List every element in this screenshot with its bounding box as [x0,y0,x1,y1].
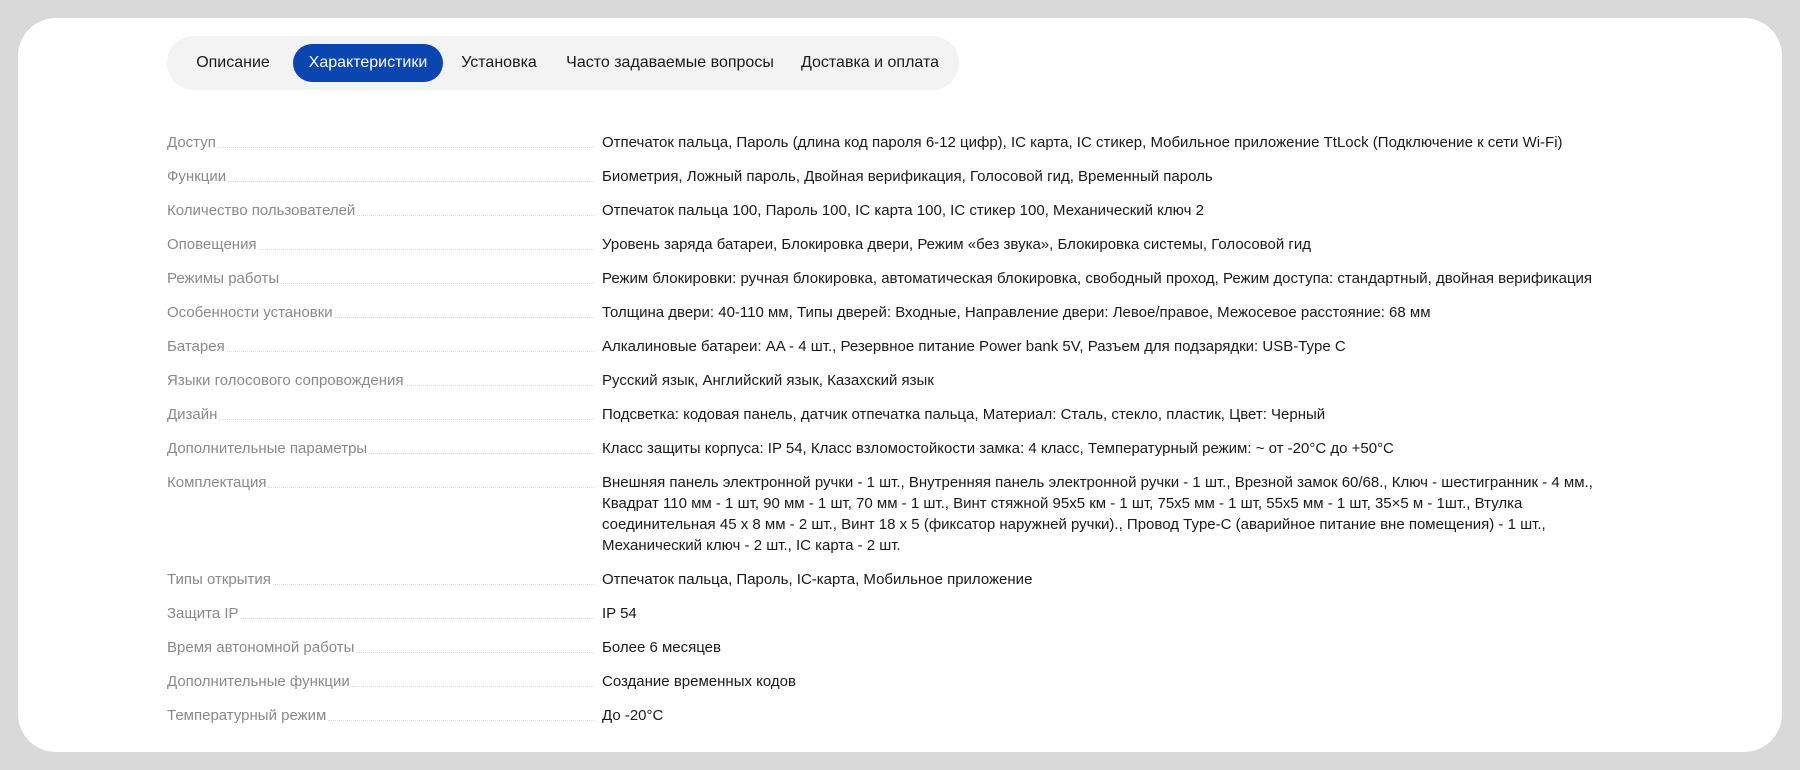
dotted-leader [328,705,594,721]
dotted-leader [268,472,594,488]
spec-label: Батарея [167,338,225,355]
dotted-leader [273,569,594,585]
spec-value: Режим блокировки: ручная блокировка, автоматическая блокировка, свободный проход, Режим доступа: стандартный, двойная верификация [602,270,1593,287]
spec-label: Типы открытия [167,571,271,588]
dotted-leader [228,166,594,182]
tab-description[interactable]: Описание [196,54,270,71]
spec-value: Создание временных кодов [602,673,796,690]
specifications-card [18,18,1782,752]
spec-row-notifications [167,234,1627,255]
spec-value: Отпечаток пальца, Пароль, IC-карта, Мобильное приложение [602,571,1033,588]
spec-row-temperature [167,705,1627,726]
spec-label: Функции [167,168,227,185]
dotted-leader [335,302,594,318]
spec-label: Комплектация [167,474,267,491]
dotted-leader [218,132,594,148]
tab-bar [167,36,959,90]
spec-value: Класс защиты корпуса: IP 54, Класс взломостойкости замка: 4 класс, Температурный режим: ~ от -20°C до +50°C [602,440,1394,457]
spec-row-ip-protection [167,603,1627,624]
dotted-leader [259,234,594,250]
spec-row-installation [167,302,1627,323]
spec-row-users [167,200,1627,221]
spec-label: Особенности установки [167,304,333,321]
dotted-leader [352,671,594,687]
spec-value: Отпечаток пальца, Пароль (длина код пароля 6-12 цифр), IC карта, IC стикер, Мобильное приложение TtLock (Подключение к сети Wi-Fi) [602,134,1563,151]
spec-label: Доступ [167,134,216,151]
spec-label: Температурный режим [167,707,327,724]
dotted-leader [227,336,594,352]
tab-faq[interactable]: Часто задаваемые вопросы [566,54,774,71]
tab-delivery-payment[interactable]: Доставка и оплата [800,54,940,71]
spec-label: Дополнительные параметры [167,440,368,457]
spec-value: Биометрия, Ложный пароль, Двойная верификация, Голосовой гид, Временный пароль [602,168,1213,185]
spec-value: Отпечаток пальца 100, Пароль 100, IC карта 100, IC стикер 100, Механический ключ 2 [602,202,1204,219]
spec-value: До -20°C [602,707,664,724]
spec-row-functions [167,166,1627,187]
spec-row-modes [167,268,1627,289]
spec-row-extra-params [167,438,1627,459]
dotted-leader [357,200,594,216]
dotted-leader [241,603,594,619]
dotted-leader [369,438,594,454]
dotted-leader [281,268,594,284]
spec-row-battery [167,336,1627,357]
spec-row-extra-functions [167,671,1627,692]
spec-row-opening-types [167,569,1627,590]
spec-label: Оповещения [167,236,257,253]
spec-row-autonomy [167,637,1627,658]
spec-row-access [167,132,1627,153]
spec-value: Уровень заряда батареи, Блокировка двери, Режим «без звука», Блокировка системы, Голосовой гид [602,236,1311,253]
spec-value: Алкалиновые батареи: AA - 4 шт., Резервное питание Power bank 5V, Разъем для подзарядки: USB-Type C [602,338,1346,355]
spec-label: Дизайн [167,406,218,423]
dotted-leader [219,404,594,420]
spec-label: Время автономной работы [167,639,355,656]
spec-label: Режимы работы [167,270,280,287]
spec-value: Русский язык, Английский язык, Казахский язык [602,372,934,389]
dotted-leader [356,637,594,653]
spec-label: Защита IP [167,605,239,622]
spec-label: Количество пользователей [167,202,356,219]
spec-value: Подсветка: кодовая панель, датчик отпечатка пальца, Материал: Сталь, стекло, пластик, Цвет: Черный [602,406,1326,423]
spec-row-design [167,404,1627,425]
spec-value: IP 54 [602,605,637,622]
spec-value: Внешняя панель электронной ручки - 1 шт., Внутренняя панель электронной ручки - 1 шт., Врезной замок 60/68., Ключ - шестигранник - 4 мм., Квадрат 110 мм - 1 шт, 90 мм - 1 шт, 70 мм - 1 шт., Винт стяжной 95х5 км - 1 шт, 75х5 мм - 1 шт, 55х5 мм - 1 шт, 35×5 м - 1шт., Втулка соединительная 45 х 8 мм - 2 шт., Винт 18 х 5 (фиксатор наружней ручки)., Провод Type-C (аварийное питание вне помещения) - 1 шт., Механический ключ - 2 шт., IC карта - 2 шт. [602,474,1593,554]
spec-row-languages [167,370,1627,391]
spec-value: Толщина двери: 40-110 мм, Типы дверей: Входные, Направление двери: Левое/правое, Межосевое расстояние: 68 мм [602,304,1431,321]
spec-label: Языки голосового сопровождения [167,372,404,389]
spec-row-package [167,472,1627,556]
spec-list [167,132,1627,726]
spec-value: Более 6 месяцев [602,639,721,656]
tab-installation[interactable]: Установка [461,54,537,71]
dotted-leader [406,370,594,386]
spec-label: Дополнительные функции [167,673,350,690]
tab-characteristics[interactable]: Характеристики [293,44,443,82]
